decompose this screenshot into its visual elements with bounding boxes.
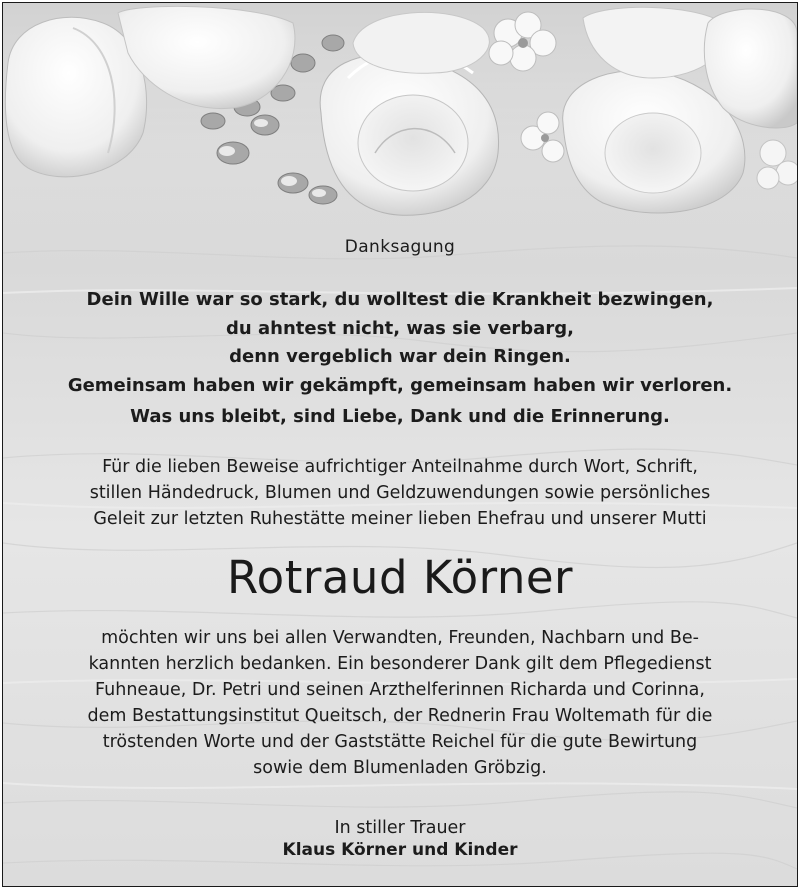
thanks-paragraph [3,625,797,781]
poem-line: Gemeinsam haben wir gekämpft, gemeinsam haben wir verloren. [67,374,733,396]
text-line: stillen Händedruck, Blumen und Geldzuwendungen sowie persönliches [89,483,711,503]
poem-line: du ahntest nicht, was sie verbarg, [226,317,574,339]
closing-phrase: In stiller Trauer [334,818,466,838]
intro-paragraph [3,454,797,532]
motto-line: Was uns bleibt, sind Liebe, Dank und die Erinnerung. [130,406,670,427]
text-line: sowie dem Blumenladen Gröbzig. [253,758,547,778]
notice-title: Danksagung [344,237,456,257]
text-line: Fuhneaue, Dr. Petri und seinen Arzthelferinnen Richarda und Corinna, [95,680,705,700]
poem-line: Dein Wille war so stark, du wolltest die Krankheit bezwingen, [86,289,714,310]
text-line: dem Bestattungsinstitut Queitsch, der Rednerin Frau Woltemath für die [87,706,713,726]
poem-stanza [3,286,797,400]
text-line: möchten wir uns bei allen Verwandten, Freunden, Nachbarn und Be- [101,628,699,648]
text-line: tröstenden Worte und der Gaststätte Reichel für die gute Bewirtung [102,732,698,752]
text-line: Für die lieben Beweise aufrichtiger Anteilnahme durch Wort, Schrift, [102,457,698,477]
poem-line: denn vergeblich war dein Ringen. [229,346,571,367]
deceased-name: Rotraud Körner [226,551,574,604]
notice-text [3,3,797,886]
text-line: kannten herzlich bedanken. Ein besonderer Dank gilt dem Pflegedienst [88,654,712,674]
text-line: Geleit zur letzten Ruhestätte meiner lieben Ehefrau und unserer Mutti [93,509,707,529]
signature: Klaus Körner und Kinder [282,840,518,860]
obituary-notice [2,2,798,887]
